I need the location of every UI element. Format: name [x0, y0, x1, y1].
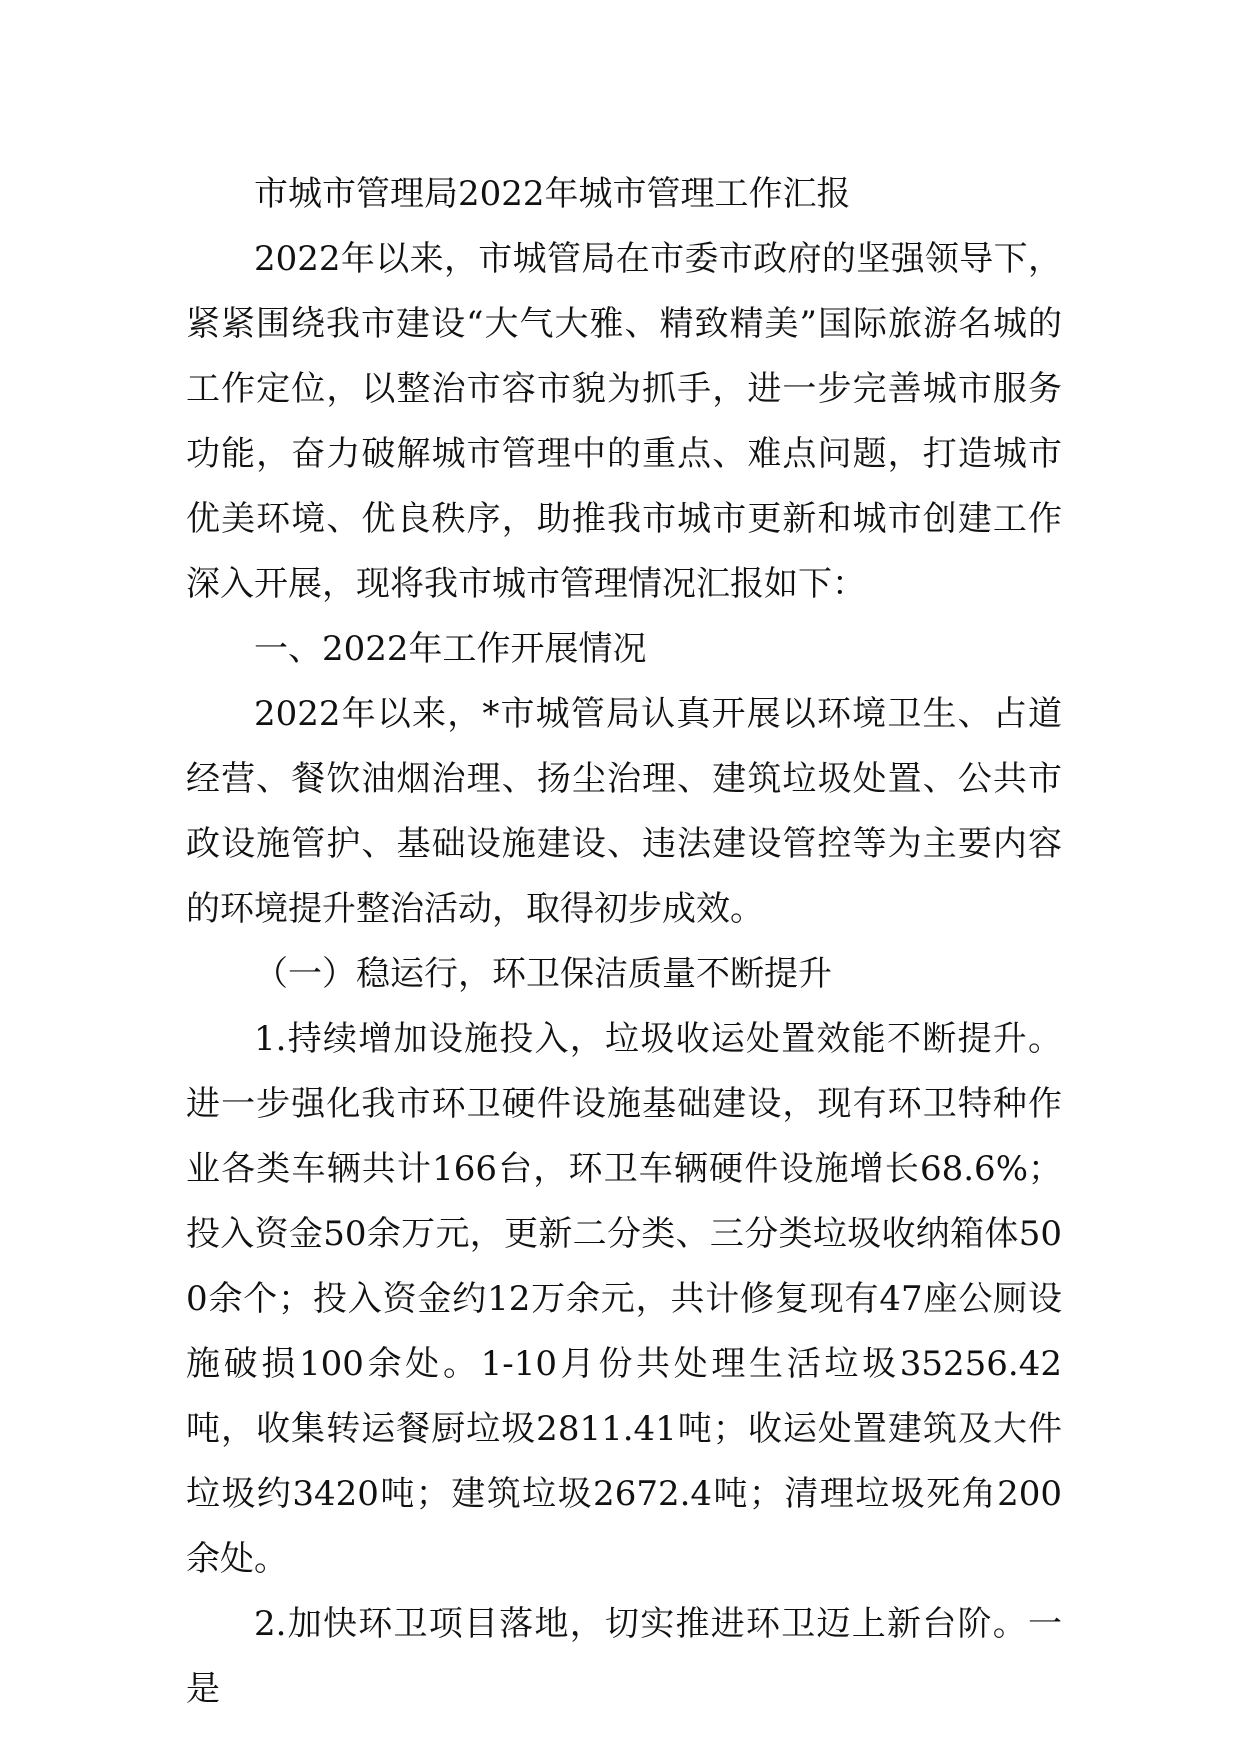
paragraph-item-1: 1.持续增加设施投入，垃圾收运处置效能不断提升。进一步强化我市环卫硬件设施基础建设，现有环卫特种作业各类车辆共计166台，环卫车辆硬件设施增长68.6%；投入资金50余万元，更新二分类、三分类垃圾收纳箱体500余个；投入资金约12万余元，共计修复现有47座公厕设施破损100余处。1-10月份共处理生活垃圾35256.42吨，收集转运餐厨垃圾2811.41吨；收运处置建筑及大件垃圾约3420吨；建筑垃圾2672.4吨；清理垃圾死角200余处。 [186, 1019, 1062, 1579]
paragraph-intro: 2022年以来，市城管局在市委市政府的坚强领导下，紧紧围绕我市建设“大气大雅、精致精美”国际旅游名城的工作定位，以整治市容市貌为抓手，进一步完善城市服务功能，奋力破解城市管理中的重点、难点问题，打造城市优美环境、优良秩序，助推我市城市更新和城市创建工作深入开展，现将我市城市管理情况汇报如下： [186, 239, 1062, 604]
document-body [186, 162, 1062, 1722]
subsection-heading-1: （一）稳运行，环卫保洁质量不断提升 [254, 954, 832, 994]
section-heading-1: 一、2022年工作开展情况 [254, 629, 647, 669]
document-title: 市城市管理局2022年城市管理工作汇报 [254, 174, 851, 214]
paragraph-overview: 2022年以来，*市城管局认真开展以环境卫生、占道经营、餐饮油烟治理、扬尘治理、建筑垃圾处置、公共市政设施管护、基础设施建设、违法建设管控等为主要内容的环境提升整治活动，取得初步成效。 [186, 694, 1062, 929]
paragraph-item-2: 2.加快环卫项目落地，切实推进环卫迈上新台阶。一是 [186, 1604, 1062, 1709]
